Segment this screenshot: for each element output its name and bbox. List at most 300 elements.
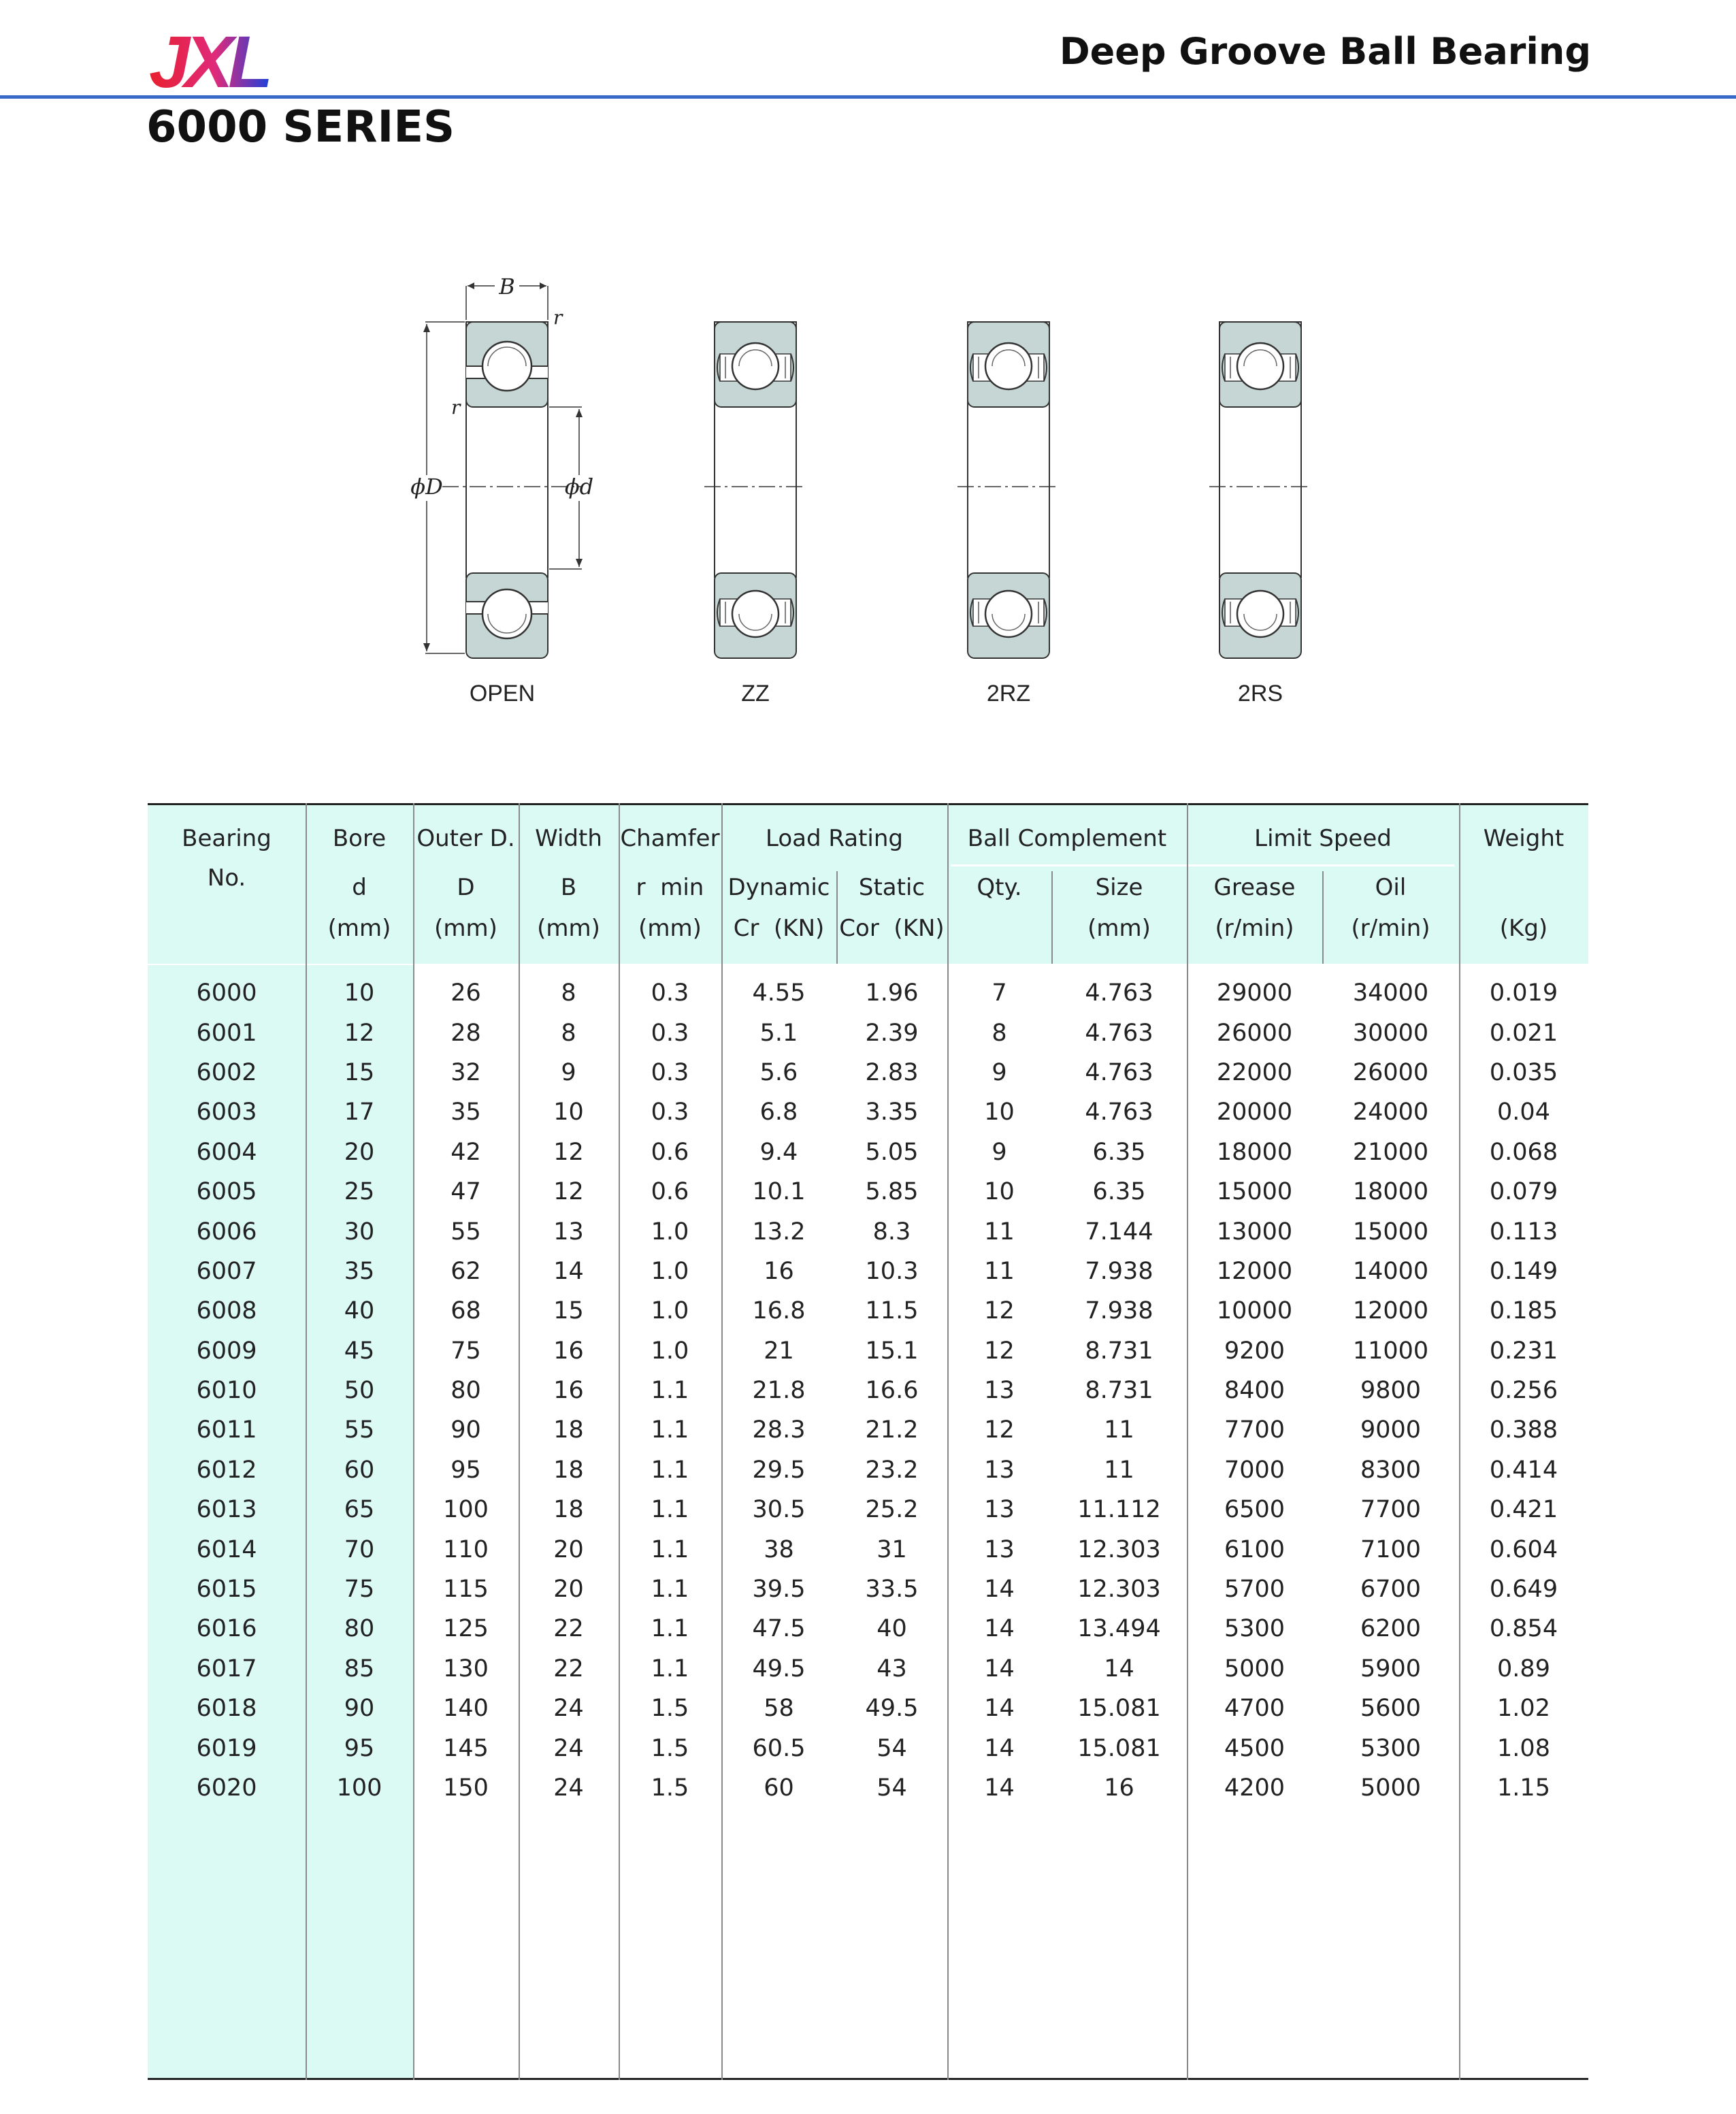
cell-ball-size: 12.303 bbox=[1077, 1535, 1161, 1563]
cell-width: 22 bbox=[553, 1615, 584, 1643]
cell-grease-speed: 29000 bbox=[1216, 979, 1293, 1007]
cell-ball-size: 4.763 bbox=[1085, 979, 1153, 1007]
cell-qty: 13 bbox=[984, 1456, 1015, 1484]
bearing-spec-table bbox=[148, 803, 1588, 2080]
cell-dynamic: 6.8 bbox=[759, 1099, 798, 1126]
cell-dynamic: 29.5 bbox=[752, 1456, 806, 1484]
header-bearing: Bearing bbox=[182, 825, 272, 852]
cell-grease-speed: 8400 bbox=[1224, 1377, 1285, 1405]
header-size: Size bbox=[1095, 874, 1143, 901]
cell-oil-speed: 8300 bbox=[1360, 1456, 1422, 1484]
cell-static: 43 bbox=[877, 1655, 907, 1682]
cell-ball-size: 4.763 bbox=[1085, 1019, 1153, 1047]
cell-weight: 0.89 bbox=[1497, 1655, 1550, 1682]
series-title: 6000 SERIES bbox=[146, 102, 455, 152]
cell-chamfer: 1.5 bbox=[651, 1695, 689, 1723]
cell-static: 5.05 bbox=[865, 1138, 919, 1166]
cell-width: 20 bbox=[553, 1576, 584, 1604]
cell-bore: 100 bbox=[336, 1774, 382, 1802]
header-oil-unit: (r/min) bbox=[1351, 915, 1430, 942]
cell-width: 16 bbox=[553, 1377, 584, 1405]
cell-weight: 0.068 bbox=[1489, 1138, 1558, 1166]
cell-bearing-no: 6005 bbox=[196, 1178, 257, 1206]
label-outer-d: ϕD bbox=[410, 474, 443, 500]
cell-static: 16.6 bbox=[865, 1377, 919, 1405]
table-top-rule bbox=[148, 803, 1588, 805]
cell-outer-d: 115 bbox=[443, 1576, 489, 1604]
label-r-side: r bbox=[451, 396, 461, 419]
cell-static: 11.5 bbox=[865, 1297, 919, 1325]
cell-bearing-no: 6004 bbox=[196, 1138, 257, 1166]
cell-qty: 10 bbox=[984, 1178, 1015, 1206]
cell-chamfer: 1.1 bbox=[651, 1655, 689, 1682]
cell-oil-speed: 5000 bbox=[1360, 1774, 1422, 1802]
type-label-open: OPEN bbox=[469, 681, 536, 706]
cell-static: 49.5 bbox=[865, 1695, 919, 1723]
diagram-open bbox=[410, 274, 593, 658]
table-body bbox=[148, 964, 1588, 1808]
cell-weight: 0.04 bbox=[1497, 1099, 1550, 1126]
header-static-unit: Cor (KN) bbox=[839, 915, 945, 942]
header-chamfer-unit: (mm) bbox=[638, 915, 702, 942]
cell-oil-speed: 9800 bbox=[1360, 1377, 1422, 1405]
cell-bearing-no: 6017 bbox=[196, 1655, 257, 1682]
cell-ball-size: 15.081 bbox=[1077, 1734, 1161, 1762]
cell-outer-d: 68 bbox=[451, 1297, 481, 1325]
cell-bearing-no: 6015 bbox=[196, 1576, 257, 1604]
cell-dynamic: 39.5 bbox=[752, 1576, 806, 1604]
cell-qty: 14 bbox=[984, 1615, 1015, 1643]
header-chamfer: Chamfer bbox=[620, 825, 720, 852]
cell-grease-speed: 22000 bbox=[1216, 1058, 1293, 1086]
diagram-2rz bbox=[957, 322, 1060, 658]
cell-qty: 11 bbox=[984, 1218, 1015, 1246]
cell-width: 13 bbox=[553, 1218, 584, 1246]
cell-ball-size: 13.494 bbox=[1077, 1615, 1161, 1643]
cell-weight: 0.414 bbox=[1489, 1456, 1558, 1484]
cell-width: 24 bbox=[553, 1734, 584, 1762]
cell-chamfer: 1.1 bbox=[651, 1496, 689, 1524]
table-row bbox=[148, 1570, 1588, 1609]
table-row bbox=[148, 1649, 1588, 1689]
cell-bore: 20 bbox=[344, 1138, 375, 1166]
cell-oil-speed: 21000 bbox=[1352, 1138, 1429, 1166]
header-weight: Weight bbox=[1483, 825, 1565, 852]
cell-oil-speed: 15000 bbox=[1352, 1218, 1429, 1246]
cell-qty: 9 bbox=[992, 1058, 1007, 1086]
cell-width: 10 bbox=[553, 1099, 584, 1126]
cell-grease-speed: 9200 bbox=[1224, 1337, 1285, 1365]
cell-bore: 30 bbox=[344, 1218, 375, 1246]
cell-grease-speed: 18000 bbox=[1216, 1138, 1293, 1166]
table-row bbox=[148, 1768, 1588, 1808]
cell-weight: 0.079 bbox=[1489, 1178, 1558, 1206]
header-width: Width bbox=[535, 825, 602, 852]
cell-width: 18 bbox=[553, 1456, 584, 1484]
cell-static: 40 bbox=[877, 1615, 907, 1643]
table-row bbox=[148, 1331, 1588, 1371]
cell-qty: 13 bbox=[984, 1535, 1015, 1563]
logo-text: JXL bbox=[149, 27, 268, 95]
cell-bore: 90 bbox=[344, 1695, 375, 1723]
header-outer-unit: (mm) bbox=[434, 915, 497, 942]
diagram-2rs bbox=[1209, 322, 1311, 658]
cell-ball-size: 15.081 bbox=[1077, 1695, 1161, 1723]
table-row bbox=[148, 1529, 1588, 1569]
cell-ball-size: 4.763 bbox=[1085, 1058, 1153, 1086]
cell-dynamic: 4.55 bbox=[752, 979, 806, 1007]
cell-bore: 60 bbox=[344, 1456, 375, 1484]
cell-bearing-no: 6006 bbox=[196, 1218, 257, 1246]
cell-outer-d: 95 bbox=[451, 1456, 481, 1484]
cell-bearing-no: 6000 bbox=[196, 979, 257, 1007]
cell-qty: 7 bbox=[992, 979, 1007, 1007]
cell-bearing-no: 6014 bbox=[196, 1535, 257, 1563]
cell-chamfer: 1.5 bbox=[651, 1734, 689, 1762]
cell-qty: 12 bbox=[984, 1297, 1015, 1325]
cell-qty: 11 bbox=[984, 1257, 1015, 1285]
cell-width: 15 bbox=[553, 1297, 584, 1325]
cell-qty: 8 bbox=[992, 1019, 1007, 1047]
cell-static: 1.96 bbox=[865, 979, 919, 1007]
cell-ball-size: 11 bbox=[1104, 1456, 1134, 1484]
document-title: Deep Groove Ball Bearing bbox=[1059, 30, 1591, 73]
cell-width: 16 bbox=[553, 1337, 584, 1365]
cell-dynamic: 5.1 bbox=[759, 1019, 798, 1047]
cell-qty: 13 bbox=[984, 1496, 1015, 1524]
cell-width: 20 bbox=[553, 1535, 584, 1563]
cell-outer-d: 28 bbox=[451, 1019, 481, 1047]
cell-ball-size: 14 bbox=[1104, 1655, 1134, 1682]
cell-bearing-no: 6020 bbox=[196, 1774, 257, 1802]
header-weight-unit: (Kg) bbox=[1499, 915, 1548, 942]
cell-outer-d: 110 bbox=[443, 1535, 489, 1563]
cell-bore: 45 bbox=[344, 1337, 375, 1365]
cell-static: 8.3 bbox=[872, 1218, 911, 1246]
header-bore-unit: (mm) bbox=[327, 915, 391, 942]
cell-oil-speed: 6700 bbox=[1360, 1576, 1422, 1604]
cell-oil-speed: 11000 bbox=[1352, 1337, 1429, 1365]
cell-bore: 55 bbox=[344, 1416, 375, 1444]
cell-bore: 80 bbox=[344, 1615, 375, 1643]
table-row bbox=[148, 1212, 1588, 1251]
limit-speed-subrule bbox=[951, 864, 1454, 866]
cell-grease-speed: 5000 bbox=[1224, 1655, 1285, 1682]
cell-width: 8 bbox=[561, 1019, 576, 1047]
table-row bbox=[148, 1728, 1588, 1768]
cell-chamfer: 1.0 bbox=[651, 1218, 689, 1246]
cell-oil-speed: 30000 bbox=[1352, 1019, 1429, 1047]
cell-grease-speed: 7700 bbox=[1224, 1416, 1285, 1444]
cell-static: 33.5 bbox=[865, 1576, 919, 1604]
cell-grease-speed: 4500 bbox=[1224, 1734, 1285, 1762]
cell-outer-d: 62 bbox=[451, 1257, 481, 1285]
cell-static: 25.2 bbox=[865, 1496, 919, 1524]
cell-bore: 15 bbox=[344, 1058, 375, 1086]
table-row bbox=[148, 1013, 1588, 1052]
cell-ball-size: 12.303 bbox=[1077, 1576, 1161, 1604]
cell-grease-speed: 13000 bbox=[1216, 1218, 1293, 1246]
diagram-zz bbox=[704, 322, 806, 658]
header-load-rating: Load Rating bbox=[766, 825, 903, 852]
cell-oil-speed: 12000 bbox=[1352, 1297, 1429, 1325]
type-label-2rz: 2RZ bbox=[986, 681, 1031, 706]
cell-qty: 14 bbox=[984, 1695, 1015, 1723]
cell-chamfer: 1.1 bbox=[651, 1456, 689, 1484]
header-outer-symbol: D bbox=[457, 874, 475, 901]
header-qty: Qty. bbox=[977, 874, 1022, 901]
header-bore: Bore bbox=[332, 825, 387, 852]
cell-width: 18 bbox=[553, 1496, 584, 1524]
cell-oil-speed: 9000 bbox=[1360, 1416, 1422, 1444]
cell-outer-d: 47 bbox=[451, 1178, 481, 1206]
cell-weight: 0.149 bbox=[1489, 1257, 1558, 1285]
cell-weight: 1.02 bbox=[1497, 1695, 1550, 1723]
cell-bearing-no: 6007 bbox=[196, 1257, 257, 1285]
cell-outer-d: 100 bbox=[443, 1496, 489, 1524]
cell-bearing-no: 6011 bbox=[196, 1416, 257, 1444]
cell-chamfer: 1.0 bbox=[651, 1337, 689, 1365]
cell-weight: 1.15 bbox=[1497, 1774, 1550, 1802]
header-width-symbol: B bbox=[560, 874, 577, 901]
cell-bearing-no: 6018 bbox=[196, 1695, 257, 1723]
cell-width: 9 bbox=[561, 1058, 576, 1086]
cell-chamfer: 1.5 bbox=[651, 1774, 689, 1802]
cell-grease-speed: 6500 bbox=[1224, 1496, 1285, 1524]
cell-qty: 14 bbox=[984, 1774, 1015, 1802]
table-row bbox=[148, 1133, 1588, 1172]
cell-bore: 50 bbox=[344, 1377, 375, 1405]
cell-outer-d: 125 bbox=[443, 1615, 489, 1643]
cell-bearing-no: 6019 bbox=[196, 1734, 257, 1762]
header-bearing-no: No. bbox=[207, 864, 246, 892]
cell-bearing-no: 6013 bbox=[196, 1496, 257, 1524]
type-label-2rs: 2RS bbox=[1237, 681, 1283, 706]
cell-ball-size: 7.938 bbox=[1085, 1297, 1153, 1325]
cell-width: 14 bbox=[553, 1257, 584, 1285]
cell-bore: 70 bbox=[344, 1535, 375, 1563]
cell-oil-speed: 14000 bbox=[1352, 1257, 1429, 1285]
cell-width: 22 bbox=[553, 1655, 584, 1682]
header-ball-complement: Ball Complement bbox=[967, 825, 1167, 852]
cell-width: 24 bbox=[553, 1774, 584, 1802]
cell-chamfer: 0.3 bbox=[651, 1099, 689, 1126]
cell-bearing-no: 6009 bbox=[196, 1337, 257, 1365]
cell-outer-d: 35 bbox=[451, 1099, 481, 1126]
header-static: Static bbox=[858, 874, 926, 901]
cell-static: 2.83 bbox=[865, 1058, 919, 1086]
cell-weight: 0.019 bbox=[1489, 979, 1558, 1007]
cell-oil-speed: 26000 bbox=[1352, 1058, 1429, 1086]
cell-outer-d: 55 bbox=[451, 1218, 481, 1246]
cell-weight: 1.08 bbox=[1497, 1734, 1550, 1762]
cell-static: 10.3 bbox=[865, 1257, 919, 1285]
cell-ball-size: 6.35 bbox=[1092, 1178, 1146, 1206]
bearing-data-table bbox=[148, 964, 1588, 1808]
cell-dynamic: 38 bbox=[764, 1535, 794, 1563]
cell-bore: 85 bbox=[344, 1655, 375, 1682]
cell-outer-d: 90 bbox=[451, 1416, 481, 1444]
cell-outer-d: 130 bbox=[443, 1655, 489, 1682]
cell-oil-speed: 5300 bbox=[1360, 1734, 1422, 1762]
label-r-top: r bbox=[553, 306, 563, 329]
cell-qty: 14 bbox=[984, 1734, 1015, 1762]
cell-bearing-no: 6003 bbox=[196, 1099, 257, 1126]
cell-weight: 0.854 bbox=[1489, 1615, 1558, 1643]
header-limit-speed: Limit Speed bbox=[1254, 825, 1392, 852]
cell-outer-d: 75 bbox=[451, 1337, 481, 1365]
cell-ball-size: 6.35 bbox=[1092, 1138, 1146, 1166]
cell-dynamic: 10.1 bbox=[752, 1178, 806, 1206]
cell-grease-speed: 26000 bbox=[1216, 1019, 1293, 1047]
cell-grease-speed: 15000 bbox=[1216, 1178, 1293, 1206]
cell-chamfer: 0.6 bbox=[651, 1178, 689, 1206]
cell-bearing-no: 6001 bbox=[196, 1019, 257, 1047]
cell-bore: 95 bbox=[344, 1734, 375, 1762]
cell-outer-d: 26 bbox=[451, 979, 481, 1007]
cell-width: 12 bbox=[553, 1178, 584, 1206]
cell-weight: 0.231 bbox=[1489, 1337, 1558, 1365]
cell-grease-speed: 5300 bbox=[1224, 1615, 1285, 1643]
cell-grease-speed: 12000 bbox=[1216, 1257, 1293, 1285]
jxl-logo bbox=[146, 27, 293, 95]
table-row bbox=[148, 1172, 1588, 1212]
cell-dynamic: 30.5 bbox=[752, 1496, 806, 1524]
header-chamfer-symbol: r min bbox=[636, 874, 704, 901]
cell-outer-d: 145 bbox=[443, 1734, 489, 1762]
header-width-unit: (mm) bbox=[537, 915, 600, 942]
cell-qty: 14 bbox=[984, 1655, 1015, 1682]
cell-qty: 9 bbox=[992, 1138, 1007, 1166]
cell-qty: 12 bbox=[984, 1337, 1015, 1365]
cell-chamfer: 1.1 bbox=[651, 1377, 689, 1405]
header-dynamic-unit: Cr (KN) bbox=[733, 915, 825, 942]
cell-oil-speed: 7100 bbox=[1360, 1535, 1422, 1563]
type-label-zz: ZZ bbox=[741, 681, 770, 706]
cell-grease-speed: 7000 bbox=[1224, 1456, 1285, 1484]
cell-dynamic: 16.8 bbox=[752, 1297, 806, 1325]
cell-dynamic: 47.5 bbox=[752, 1615, 806, 1643]
table-row bbox=[148, 1689, 1588, 1728]
cell-bearing-no: 6012 bbox=[196, 1456, 257, 1484]
label-inner-d: ϕd bbox=[564, 474, 594, 500]
cell-ball-size: 8.731 bbox=[1085, 1337, 1153, 1365]
cell-ball-size: 11 bbox=[1104, 1416, 1134, 1444]
cell-dynamic: 21 bbox=[764, 1337, 794, 1365]
cell-bore: 65 bbox=[344, 1496, 375, 1524]
cell-chamfer: 1.1 bbox=[651, 1535, 689, 1563]
cell-oil-speed: 7700 bbox=[1360, 1496, 1422, 1524]
cell-weight: 0.649 bbox=[1489, 1576, 1558, 1604]
cell-weight: 0.035 bbox=[1489, 1058, 1558, 1086]
cell-bore: 35 bbox=[344, 1257, 375, 1285]
cell-chamfer: 1.0 bbox=[651, 1297, 689, 1325]
header-divider bbox=[0, 95, 1736, 99]
header-outer: Outer D. bbox=[416, 825, 515, 852]
cell-static: 54 bbox=[877, 1734, 907, 1762]
cell-weight: 0.388 bbox=[1489, 1416, 1558, 1444]
cell-ball-size: 16 bbox=[1104, 1774, 1134, 1802]
cell-chamfer: 1.1 bbox=[651, 1416, 689, 1444]
cell-weight: 0.021 bbox=[1489, 1019, 1558, 1047]
cell-bearing-no: 6010 bbox=[196, 1377, 257, 1405]
cell-width: 24 bbox=[553, 1695, 584, 1723]
cell-qty: 10 bbox=[984, 1099, 1015, 1126]
cell-dynamic: 58 bbox=[764, 1695, 794, 1723]
cell-weight: 0.185 bbox=[1489, 1297, 1558, 1325]
cell-static: 2.39 bbox=[865, 1019, 919, 1047]
cell-static: 31 bbox=[877, 1535, 907, 1563]
cell-ball-size: 4.763 bbox=[1085, 1099, 1153, 1126]
cell-bearing-no: 6016 bbox=[196, 1615, 257, 1643]
cell-weight: 0.256 bbox=[1489, 1377, 1558, 1405]
cell-static: 5.85 bbox=[865, 1178, 919, 1206]
cell-ball-size: 8.731 bbox=[1085, 1377, 1153, 1405]
cell-dynamic: 13.2 bbox=[752, 1218, 806, 1246]
cell-oil-speed: 5900 bbox=[1360, 1655, 1422, 1682]
cell-bore: 17 bbox=[344, 1099, 375, 1126]
cell-dynamic: 9.4 bbox=[759, 1138, 798, 1166]
cell-bearing-no: 6002 bbox=[196, 1058, 257, 1086]
cell-outer-d: 42 bbox=[451, 1138, 481, 1166]
cell-grease-speed: 4200 bbox=[1224, 1774, 1285, 1802]
cell-bore: 10 bbox=[344, 979, 375, 1007]
header-grease-unit: (r/min) bbox=[1215, 915, 1294, 942]
cell-width: 12 bbox=[553, 1138, 584, 1166]
cell-grease-speed: 10000 bbox=[1216, 1297, 1293, 1325]
cell-static: 54 bbox=[877, 1774, 907, 1802]
cell-dynamic: 49.5 bbox=[752, 1655, 806, 1682]
cell-weight: 0.113 bbox=[1489, 1218, 1558, 1246]
table-row bbox=[148, 1410, 1588, 1450]
cell-bearing-no: 6008 bbox=[196, 1297, 257, 1325]
cell-qty: 12 bbox=[984, 1416, 1015, 1444]
header-grease: Grease bbox=[1213, 874, 1296, 901]
table-spacer-row bbox=[148, 964, 1588, 973]
table-row bbox=[148, 1252, 1588, 1291]
cell-oil-speed: 18000 bbox=[1352, 1178, 1429, 1206]
table-row bbox=[148, 1371, 1588, 1410]
cell-ball-size: 7.938 bbox=[1085, 1257, 1153, 1285]
cell-weight: 0.421 bbox=[1489, 1496, 1558, 1524]
cell-grease-speed: 20000 bbox=[1216, 1099, 1293, 1126]
cell-static: 21.2 bbox=[865, 1416, 919, 1444]
cell-static: 23.2 bbox=[865, 1456, 919, 1484]
cell-outer-d: 80 bbox=[451, 1377, 481, 1405]
header-size-unit: (mm) bbox=[1087, 915, 1151, 942]
cell-outer-d: 140 bbox=[443, 1695, 489, 1723]
cell-dynamic: 60.5 bbox=[752, 1734, 806, 1762]
cell-outer-d: 150 bbox=[443, 1774, 489, 1802]
cell-oil-speed: 5600 bbox=[1360, 1695, 1422, 1723]
cell-width: 18 bbox=[553, 1416, 584, 1444]
cell-chamfer: 0.3 bbox=[651, 979, 689, 1007]
cell-bore: 12 bbox=[344, 1019, 375, 1047]
table-bottom-rule bbox=[148, 2078, 1588, 2080]
cell-bore: 75 bbox=[344, 1576, 375, 1604]
header-oil: Oil bbox=[1375, 874, 1407, 901]
cell-grease-speed: 4700 bbox=[1224, 1695, 1285, 1723]
cell-dynamic: 16 bbox=[764, 1257, 794, 1285]
table-row bbox=[148, 1609, 1588, 1648]
cell-chamfer: 1.1 bbox=[651, 1615, 689, 1643]
cell-dynamic: 60 bbox=[764, 1774, 794, 1802]
cell-chamfer: 1.0 bbox=[651, 1257, 689, 1285]
cell-qty: 14 bbox=[984, 1576, 1015, 1604]
cell-weight: 0.604 bbox=[1489, 1535, 1558, 1563]
bearing-diagrams bbox=[381, 259, 1347, 721]
cell-chamfer: 0.6 bbox=[651, 1138, 689, 1166]
